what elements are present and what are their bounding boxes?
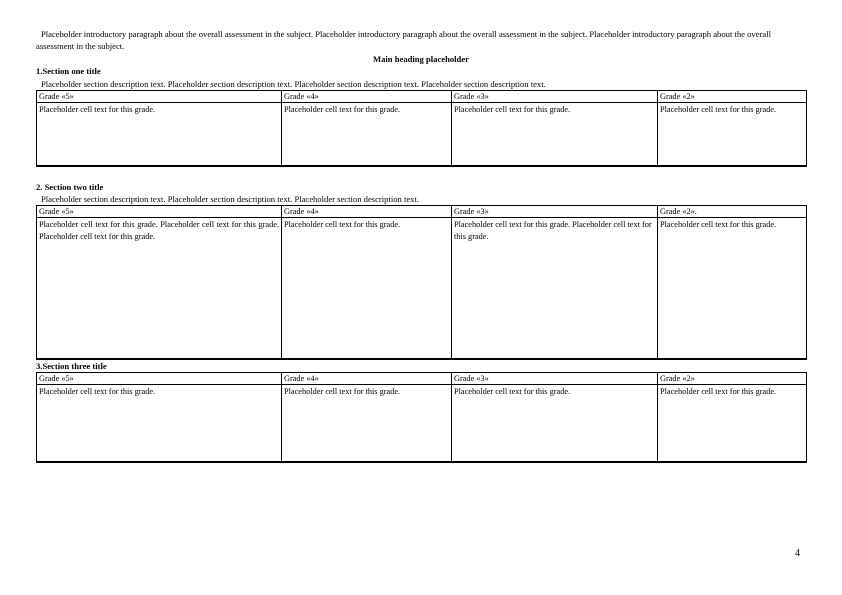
section-1-title <box>36 65 806 77</box>
table-cell: Placeholder cell text for this grade. <box>282 102 452 166</box>
table-cell: Placeholder cell text for this grade. <box>658 218 807 360</box>
header-cell: Grade «3» <box>452 206 658 218</box>
section-3-table <box>36 372 807 463</box>
table-header-row <box>37 373 807 385</box>
table-cell: Placeholder cell text for this grade. <box>658 102 807 166</box>
page-number: 4 <box>795 548 800 559</box>
section-2-title <box>36 181 806 193</box>
criteria-heading: Main heading placeholder <box>373 53 469 64</box>
header-cell: Grade «5» <box>37 90 282 102</box>
table-header-row <box>37 90 807 102</box>
header-cell: Grade «4» <box>282 206 452 218</box>
section-1-title-text: 1.Section one title <box>36 66 101 77</box>
header-cell: Grade «4» <box>282 373 452 385</box>
table-cell: Placeholder cell text for this grade. <box>452 102 658 166</box>
section-2-description: Placeholder section description text. Placeholder section description text. Placeholder section description text. <box>41 194 420 205</box>
table-cell: Placeholder cell text for this grade. <box>282 385 452 463</box>
section-1-description: Placeholder section description text. Placeholder section description text. Placeholder section description text. Placeholder section description text. <box>41 78 546 89</box>
header-cell: Grade «2» <box>658 373 807 385</box>
header-cell: Grade «3» <box>452 90 658 102</box>
table-row <box>37 385 807 463</box>
table-cell: Placeholder cell text for this grade. <box>37 102 282 166</box>
table-cell: Placeholder cell text for this grade. <box>452 385 658 463</box>
header-cell: Grade «5» <box>37 206 282 218</box>
header-cell: Grade «4» <box>282 90 452 102</box>
header-cell: Grade «3» <box>452 373 658 385</box>
section-1-table <box>36 90 807 167</box>
table-cell: Placeholder cell text for this grade. <box>37 385 282 463</box>
header-cell: Grade «2». <box>658 206 807 218</box>
section-3-title-text: 3.Section three title <box>36 361 107 372</box>
document-page <box>36 28 806 463</box>
header-cell: Grade «5» <box>37 373 282 385</box>
intro-paragraph: Placeholder introductory paragraph about the overall assessment in the subject. Placeholder introductory paragraph about the overall assessment in the subject. Placeholder introductory paragraph about the overall assessment in the subject. <box>36 29 771 52</box>
table-cell: Placeholder cell text for this grade. Placeholder cell text for this grade. <box>452 218 658 360</box>
header-cell: Grade «2» <box>658 90 807 102</box>
table-row <box>37 218 807 360</box>
table-header-row <box>37 206 807 218</box>
section-2-table <box>36 205 807 360</box>
section-3-title <box>36 360 806 372</box>
section-2-title-text: 2. Section two title <box>36 181 104 192</box>
table-cell: Placeholder cell text for this grade. Placeholder cell text for this grade. Placeholder cell text for this grade. <box>37 218 282 360</box>
table-cell: Placeholder cell text for this grade. <box>282 218 452 360</box>
table-row <box>37 102 807 166</box>
table-cell: Placeholder cell text for this grade. <box>658 385 807 463</box>
